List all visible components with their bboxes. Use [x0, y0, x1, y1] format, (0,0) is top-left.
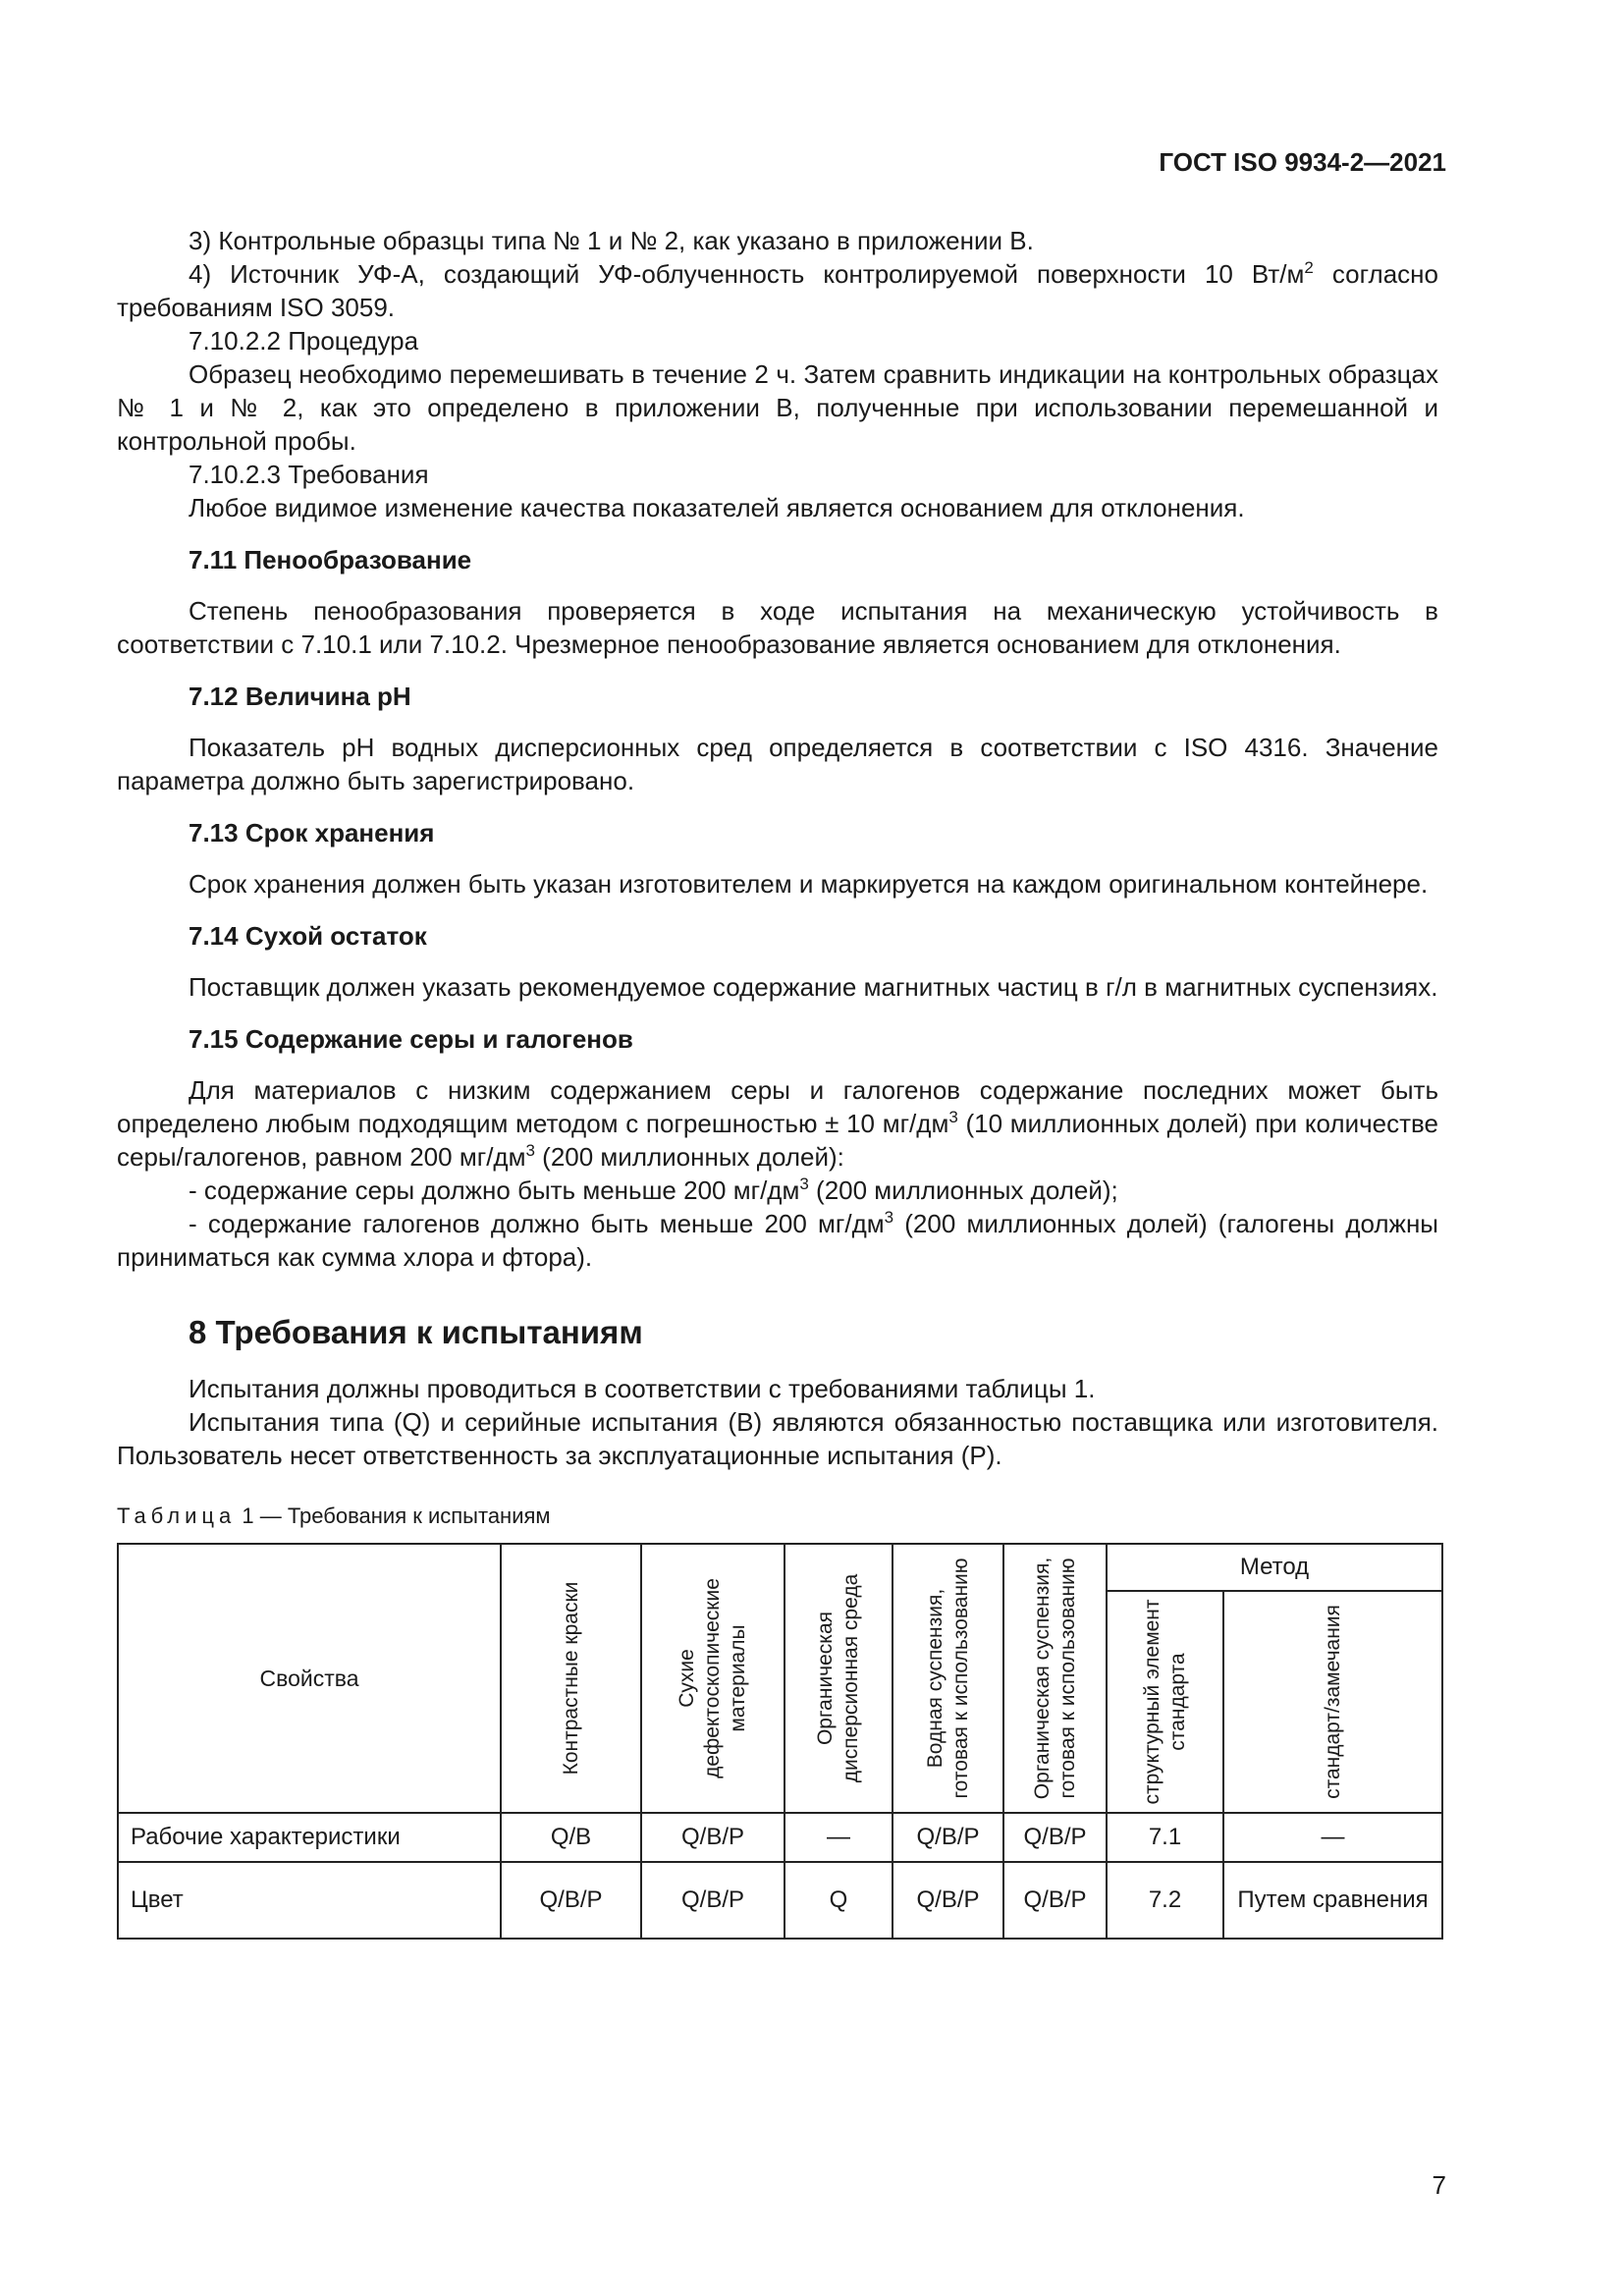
- header-dry-materials: Сухие дефектоскопические материалы: [641, 1544, 784, 1813]
- table-caption: Таблица 1 — Требования к испытаниям: [117, 1503, 551, 1528]
- heading-7-15: 7.15 Содержание серы и галогенов: [189, 1024, 633, 1054]
- subclause-7-10-2-3: 7.10.2.3 Требования: [189, 460, 429, 489]
- paragraph-8-1: Испытания должны проводиться в соответствии с требованиями таблицы 1.: [189, 1374, 1096, 1403]
- heading-7-11: 7.11 Пенообразование: [189, 545, 472, 574]
- heading-section-8: 8 Требования к испытаниям: [189, 1314, 643, 1350]
- bullet-sulfur: - содержание серы должно быть меньше 200 $мг/дм^3$ (200 миллионных долей);: [189, 1175, 1118, 1205]
- paragraph-7-13: Срок хранения должен быть указан изготовителем и маркируется на каждом оригинальном контейнере.: [189, 869, 1429, 899]
- header-water-suspension: Водная суспензия, готовая к использованию: [893, 1544, 1003, 1813]
- paragraph-7-12: Показатель pH водных дисперсионных сред определяется в соответствии с ISO 4316. Значение параметра должно быть зарегистрировано.: [117, 733, 1438, 795]
- header-structural-element: структурный элемент стандарта: [1107, 1591, 1223, 1813]
- header-method: Метод: [1107, 1544, 1442, 1591]
- heading-7-14: 7.14 Сухой остаток: [189, 921, 427, 951]
- paragraph-procedure: Образец необходимо перемешивать в течение 2 ч. Затем сравнить индикации на контрольных образцах № 1 и № 2, как это определено в приложении В, полученные при использовании перемешанной и контрольной пробы.: [117, 359, 1438, 456]
- table-row: Рабочие характеристики Q/B Q/B/P — Q/B/P Q/B/P 7.1 —: [118, 1813, 1442, 1862]
- bullet-halogens: - содержание галогенов должно быть меньше 200 $мг/дм^3$ (200 миллионных долей) (галогены должны приниматься как сумма хлора и фтора).: [117, 1208, 1438, 1272]
- header-contrast-paints: Контрастные краски: [501, 1544, 641, 1813]
- subclause-7-10-2-2: 7.10.2.2 Процедура: [189, 326, 419, 355]
- paragraph-8-2: Испытания типа (Q) и серийные испытания (В) являются обязанностью поставщика или изготовителя. Пользователь несет ответственность за эксплуатационные испытания (Р).: [117, 1407, 1438, 1470]
- header-properties: Свойства: [118, 1544, 501, 1813]
- heading-7-12: 7.12 Величина pH: [189, 682, 411, 711]
- paragraph-7-11: Степень пенообразования проверяется в ходе испытания на механическую устойчивость в соответствии с 7.10.1 или 7.10.2. Чрезмерное пенообразование является основанием для отклонения.: [117, 596, 1438, 659]
- paragraph-requirements: Любое видимое изменение качества показателей является основанием для отклонения.: [189, 493, 1245, 522]
- paragraph-7-15: Для материалов с низким содержанием серы и галогенов содержание последних может быть определено любым подходящим методом с погрешностью ± 10 $мг/дм^3$ (10 миллионных долей) при количестве серы/галогенов, равном 200 $мг/дм^3$ (200 миллионных долей):: [117, 1075, 1439, 1172]
- header-organic-suspension: Органическая суспензия, готовая к использованию: [1003, 1544, 1107, 1813]
- list-item-4: 4) Источник УФ-А, создающий УФ-облученность контролируемой поверхности 10 $Вт/м^2$ согласно требованиям ISO 3059.: [117, 258, 1438, 322]
- document-id: ГОСТ ISO 9934-2—2021: [1159, 147, 1446, 177]
- header-organic-medium: Органическая дисперсионная среда: [784, 1544, 893, 1813]
- page-number: 7: [1432, 2170, 1446, 2200]
- list-item-3: 3) Контрольные образцы типа № 1 и № 2, как указано в приложении В.: [189, 226, 1034, 255]
- page-content: [117, 224, 1438, 1940]
- table-row: Цвет Q/B/P Q/B/P Q Q/B/P Q/B/P 7.2 Путем сравнения: [118, 1862, 1442, 1939]
- paragraph-7-14: Поставщик должен указать рекомендуемое содержание магнитных частиц в г/л в магнитных суспензиях.: [189, 972, 1438, 1002]
- heading-7-13: 7.13 Срок хранения: [189, 818, 435, 847]
- requirements-table: [117, 1543, 1443, 1940]
- header-standard-remarks: стандарт/замечания: [1223, 1591, 1442, 1813]
